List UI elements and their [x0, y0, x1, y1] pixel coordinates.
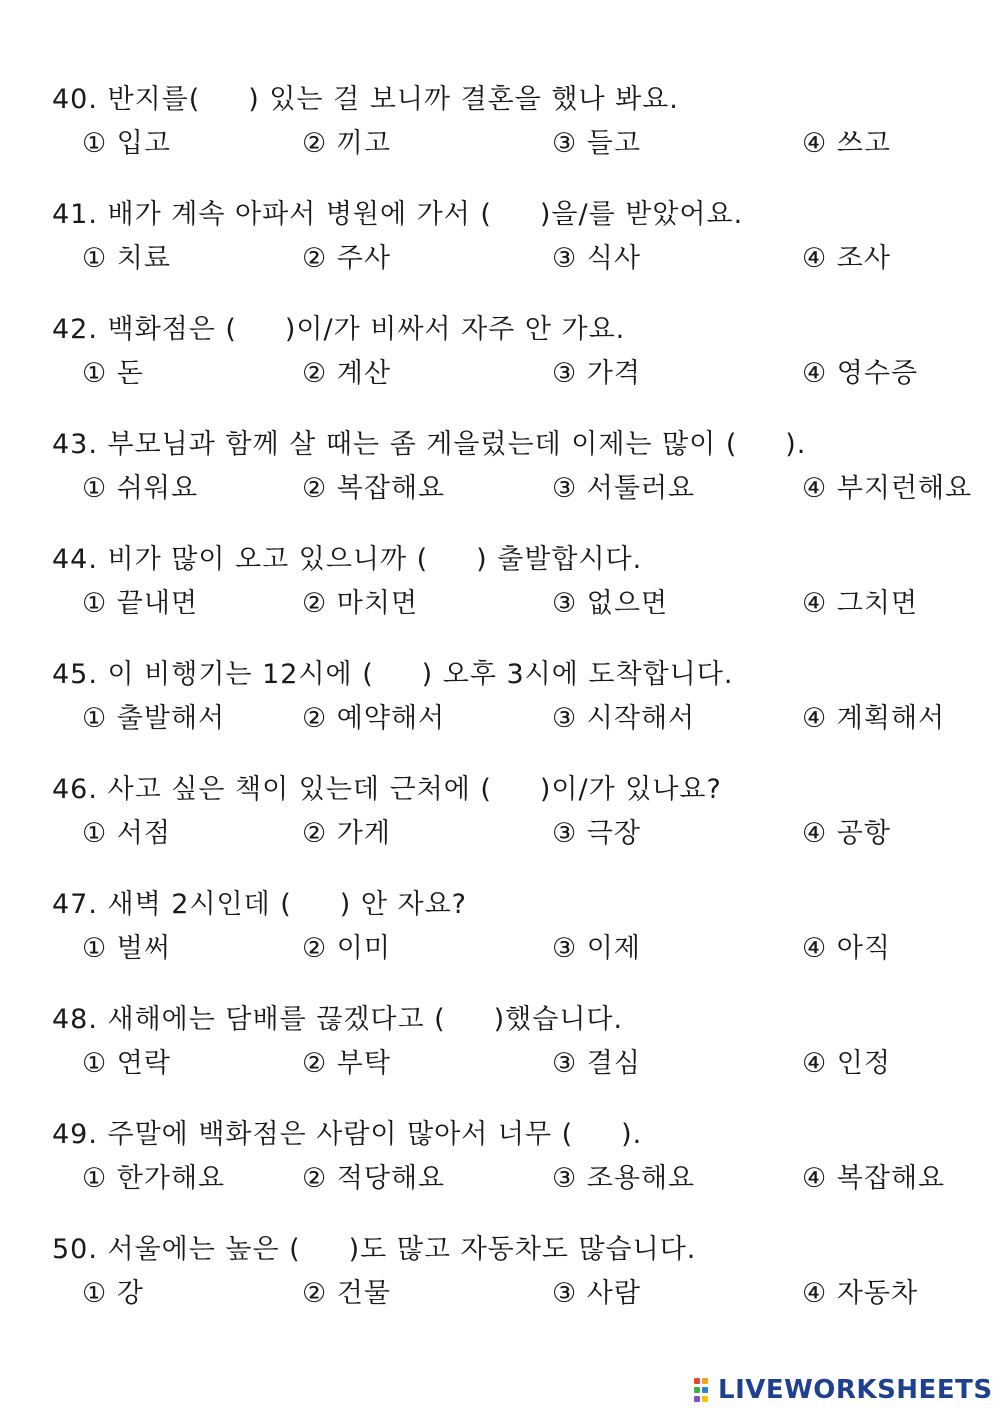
option-1[interactable]: ① 끝내면 — [82, 588, 199, 619]
option-1[interactable]: ① 강 — [82, 1278, 144, 1309]
option-4[interactable]: ④ 자동차 — [802, 1278, 919, 1309]
option-4[interactable]: ④ 영수증 — [802, 358, 919, 389]
question-stem: 47. 새벽 2시인데 ( ) 안 자요? — [52, 889, 467, 920]
option-1[interactable]: ① 한가해요 — [82, 1163, 226, 1194]
question-43 — [52, 425, 992, 525]
option-1[interactable]: ① 치료 — [82, 243, 171, 274]
option-2[interactable]: ② 건물 — [302, 1278, 391, 1309]
option-2[interactable]: ② 예약해서 — [302, 703, 446, 734]
option-3[interactable]: ③ 시작해서 — [552, 703, 696, 734]
question-40 — [52, 80, 992, 180]
option-4[interactable]: ④ 부지런해요 — [802, 473, 973, 504]
question-stem: 41. 배가 계속 아파서 병원에 가서 ( )을/를 받았어요. — [52, 199, 744, 230]
option-3[interactable]: ③ 결심 — [552, 1048, 641, 1079]
option-3[interactable]: ③ 조용해요 — [552, 1163, 696, 1194]
question-49 — [52, 1115, 992, 1215]
option-3[interactable]: ③ 없으면 — [552, 588, 669, 619]
option-3[interactable]: ③ 들고 — [552, 128, 641, 159]
option-2[interactable]: ② 마치면 — [302, 588, 419, 619]
question-stem: 48. 새해에는 담배를 끊겠다고 ( )했습니다. — [52, 1004, 624, 1035]
option-3[interactable]: ③ 사람 — [552, 1278, 641, 1309]
option-2[interactable]: ② 계산 — [302, 358, 391, 389]
option-3[interactable]: ③ 이제 — [552, 933, 641, 964]
question-48 — [52, 1000, 992, 1100]
question-stem: 42. 백화점은 ( )이/가 비싸서 자주 안 가요. — [52, 314, 626, 345]
option-3[interactable]: ③ 서툴러요 — [552, 473, 696, 504]
question-stem: 46. 사고 싶은 책이 있는데 근처에 ( )이/가 있나요? — [52, 774, 722, 805]
option-4[interactable]: ④ 인정 — [802, 1048, 891, 1079]
question-stem: 43. 부모님과 함께 살 때는 좀 게을렀는데 이제는 많이 ( ). — [52, 429, 807, 460]
question-stem: 49. 주말에 백화점은 사람이 많아서 너무 ( ). — [52, 1119, 643, 1150]
question-44 — [52, 540, 992, 640]
option-2[interactable]: ② 부탁 — [302, 1048, 391, 1079]
option-2[interactable]: ② 주사 — [302, 243, 391, 274]
option-4[interactable]: ④ 복잡해요 — [802, 1163, 946, 1194]
question-41 — [52, 195, 992, 295]
option-1[interactable]: ① 입고 — [82, 128, 171, 159]
question-stem: 45. 이 비행기는 12시에 ( ) 오후 3시에 도착합니다. — [52, 659, 734, 690]
question-42 — [52, 310, 992, 410]
option-4[interactable]: ④ 아직 — [802, 933, 891, 964]
brand-name: LIVEWORKSHEETS — [718, 1375, 993, 1405]
option-1[interactable]: ① 서점 — [82, 818, 171, 849]
question-50 — [52, 1230, 992, 1330]
option-2[interactable]: ② 끼고 — [302, 128, 391, 159]
option-1[interactable]: ① 돈 — [82, 358, 144, 389]
option-4[interactable]: ④ 계획해서 — [802, 703, 946, 734]
question-45 — [52, 655, 992, 755]
option-1[interactable]: ① 벌써 — [82, 933, 171, 964]
logo-blocks-icon — [694, 1378, 716, 1402]
option-4[interactable]: ④ 조사 — [802, 243, 891, 274]
option-2[interactable]: ② 복잡해요 — [302, 473, 446, 504]
question-stem: 50. 서울에는 높은 ( )도 많고 자동차도 많습니다. — [52, 1234, 697, 1265]
option-1[interactable]: ① 연락 — [82, 1048, 171, 1079]
question-47 — [52, 885, 992, 985]
question-46 — [52, 770, 992, 870]
option-1[interactable]: ① 쉬워요 — [82, 473, 199, 504]
option-1[interactable]: ① 출발해서 — [82, 703, 226, 734]
option-4[interactable]: ④ 그치면 — [802, 588, 919, 619]
option-2[interactable]: ② 이미 — [302, 933, 391, 964]
question-stem: 40. 반지를( ) 있는 걸 보니까 결혼을 했나 봐요. — [52, 84, 679, 115]
option-2[interactable]: ② 적당해요 — [302, 1163, 446, 1194]
option-3[interactable]: ③ 가격 — [552, 358, 641, 389]
option-4[interactable]: ④ 공항 — [802, 818, 891, 849]
question-stem: 44. 비가 많이 오고 있으니까 ( ) 출발합시다. — [52, 544, 643, 575]
option-3[interactable]: ③ 극장 — [552, 818, 641, 849]
option-3[interactable]: ③ 식사 — [552, 243, 641, 274]
option-4[interactable]: ④ 쓰고 — [802, 128, 891, 159]
option-2[interactable]: ② 가게 — [302, 818, 391, 849]
